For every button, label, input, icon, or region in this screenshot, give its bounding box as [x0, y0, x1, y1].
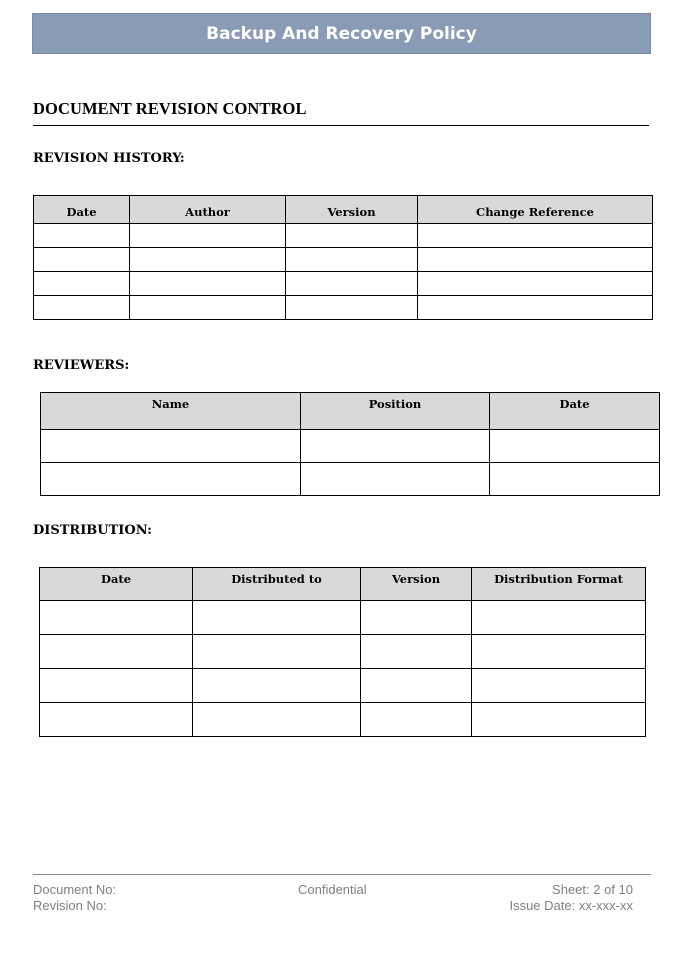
- distribution-heading: DISTRIBUTION:: [33, 523, 152, 538]
- table-row: [40, 635, 646, 669]
- column-header-author: Author: [130, 196, 286, 224]
- table-cell[interactable]: [40, 635, 193, 669]
- column-header-date: Date: [490, 393, 660, 430]
- table-row: [41, 430, 660, 463]
- table-cell[interactable]: [361, 601, 472, 635]
- table-cell[interactable]: [40, 669, 193, 703]
- footer-sheet: Sheet: 2 of 10: [552, 882, 633, 897]
- column-header-distributed-to: Distributed to: [193, 568, 361, 601]
- table-row: [34, 272, 653, 296]
- footer-document-no: Document No:: [33, 882, 117, 897]
- table-cell[interactable]: [41, 430, 301, 463]
- table-cell[interactable]: [286, 224, 418, 248]
- table-cell[interactable]: [41, 463, 301, 496]
- revision-history-heading: REVISION HISTORY:: [33, 151, 185, 166]
- table-cell[interactable]: [472, 703, 646, 737]
- table-header-row: [41, 393, 660, 430]
- table-row: [34, 224, 653, 248]
- table-cell[interactable]: [34, 248, 130, 272]
- document-title: DOCUMENT REVISION CONTROL: [33, 99, 307, 118]
- table-cell[interactable]: [193, 601, 361, 635]
- table-cell[interactable]: [472, 669, 646, 703]
- header-banner: [32, 13, 651, 54]
- table-cell[interactable]: [130, 224, 286, 248]
- table-header-row: [40, 568, 646, 601]
- table-cell[interactable]: [130, 248, 286, 272]
- column-header-date: Date: [40, 568, 193, 601]
- table-cell[interactable]: [301, 463, 490, 496]
- table-cell[interactable]: [418, 224, 653, 248]
- table-row: [34, 296, 653, 320]
- table-cell[interactable]: [34, 224, 130, 248]
- table-cell[interactable]: [361, 703, 472, 737]
- table-row: [34, 248, 653, 272]
- table-row: [40, 703, 646, 737]
- table-cell[interactable]: [301, 430, 490, 463]
- table-cell[interactable]: [361, 635, 472, 669]
- table-cell[interactable]: [34, 296, 130, 320]
- table-cell[interactable]: [361, 669, 472, 703]
- distribution-table: [39, 567, 646, 737]
- table-cell[interactable]: [40, 703, 193, 737]
- column-header-name: Name: [41, 393, 301, 430]
- table-header-row: [34, 196, 653, 224]
- table-cell[interactable]: [490, 430, 660, 463]
- table-cell[interactable]: [418, 248, 653, 272]
- table-cell[interactable]: [193, 703, 361, 737]
- table-cell[interactable]: [286, 248, 418, 272]
- table-cell[interactable]: [40, 601, 193, 635]
- table-row: [40, 601, 646, 635]
- table-cell[interactable]: [490, 463, 660, 496]
- revision-history-table: [33, 195, 653, 320]
- table-row: [40, 669, 646, 703]
- table-cell[interactable]: [130, 272, 286, 296]
- column-header-date: Date: [34, 196, 130, 224]
- column-header-change-reference: Change Reference: [418, 196, 653, 224]
- table-cell[interactable]: [286, 272, 418, 296]
- column-header-position: Position: [301, 393, 490, 430]
- title-divider: [33, 125, 649, 126]
- table-cell[interactable]: [472, 635, 646, 669]
- table-cell[interactable]: [418, 272, 653, 296]
- banner-title: Backup And Recovery Policy: [206, 23, 477, 44]
- table-cell[interactable]: [418, 296, 653, 320]
- reviewers-table: [40, 392, 660, 496]
- column-header-version: Version: [361, 568, 472, 601]
- footer-revision-no: Revision No:: [33, 898, 107, 913]
- table-cell[interactable]: [34, 272, 130, 296]
- footer-divider: [33, 874, 651, 875]
- table-cell[interactable]: [193, 669, 361, 703]
- table-cell[interactable]: [472, 601, 646, 635]
- column-header-distribution-format: Distribution Format: [472, 568, 646, 601]
- table-cell[interactable]: [130, 296, 286, 320]
- table-cell[interactable]: [193, 635, 361, 669]
- reviewers-heading: REVIEWERS:: [33, 358, 130, 373]
- footer-issue-date: Issue Date: xx-xxx-xx: [509, 898, 633, 913]
- column-header-version: Version: [286, 196, 418, 224]
- footer-classification: Confidential: [298, 882, 367, 897]
- table-cell[interactable]: [286, 296, 418, 320]
- table-row: [41, 463, 660, 496]
